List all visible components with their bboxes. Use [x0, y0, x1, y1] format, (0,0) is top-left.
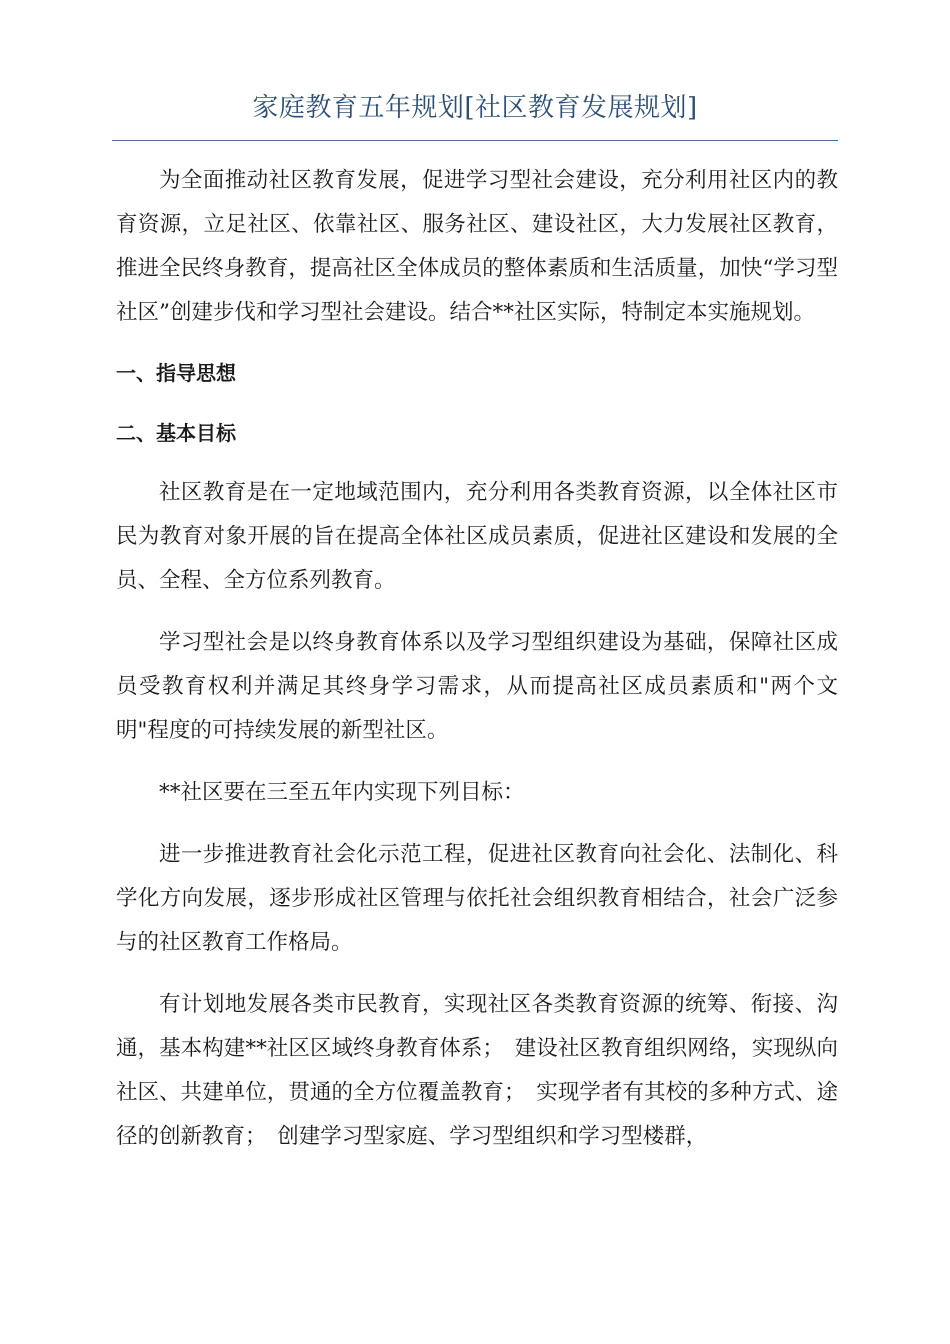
section-heading-basic-goals: 二、基本目标 — [116, 421, 236, 445]
paragraph-community-education: 社区教育是在一定地域范围内，充分利用各类教育资源，以全体社区市民为教育对象开展的旨在提高全体社区成员素质，促进社区建设和发展的全员、全程、全方位系列教育。 — [116, 480, 838, 593]
intro-paragraph: 为全面推动社区教育发展，促进学习型社会建设，充分利用社区内的教育资源，立足社区、依靠社区、服务社区、建设社区，大力发展社区教育，推进全民终身教育，提高社区全体成员的整体素质和生活质量，加快“学习型社区”创建步伐和学习型社会建设。结合**社区实际，特制定本实施规划。 — [116, 168, 838, 325]
paragraph-goals-intro: **社区要在三至五年内实现下列目标： — [159, 780, 525, 805]
paragraph-learning-society: 学习型社会是以终身教育体系以及学习型组织建设为基础，保障社区成员受教育权利并满足其终身学习需求，从而提高社区成员素质和"两个文明"程度的可持续发展的新型社区。 — [116, 630, 838, 743]
section-heading-guiding-ideology: 一、指导思想 — [116, 361, 236, 385]
paragraph-goal-socialization: 进一步推进教育社会化示范工程，促进社区教育向社会化、法制化、科学化方向发展，逐步形成社区管理与依托社会组织教育相结合，社会广泛参与的社区教育工作格局。 — [116, 842, 838, 955]
title-divider — [112, 140, 838, 141]
document-body — [116, 159, 838, 1159]
paragraph-goal-lifelong-education: 有计划地发展各类市民教育，实现社区各类教育资源的统筹、衔接、沟通，基本构建**社区区域终身教育体系； 建设社区教育组织网络，实现纵向社区、共建单位，贯通的全方位覆盖教育； 实现学者有其校的多种方式、途径的创新教育； 创建学习型家庭、学习型组织和学习型楼群， — [116, 992, 838, 1149]
page-title: 家庭教育五年规划[社区教育发展规划] — [252, 93, 698, 123]
